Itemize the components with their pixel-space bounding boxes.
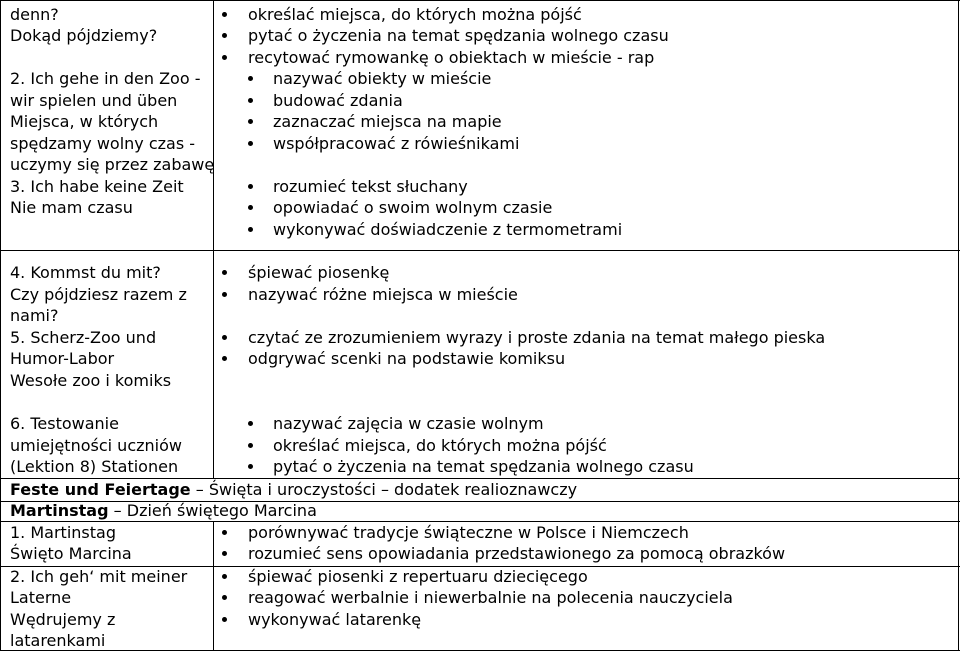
bullet-icon <box>222 617 227 622</box>
bullet-icon <box>248 205 253 210</box>
section-heading-text: Święta i uroczystości <box>208 480 376 499</box>
section-dash: – <box>195 480 204 499</box>
cell-line: Wędrujemy z <box>10 610 116 629</box>
objective-item: opowiadać o swoim wolnym czasie <box>248 197 552 219</box>
bullet-icon <box>248 421 253 426</box>
cell-line: Nie mam czasu <box>10 198 133 217</box>
row-divider <box>0 250 960 251</box>
objective-item: rozumieć tekst słuchany <box>248 176 468 198</box>
bullet-icon <box>222 356 227 361</box>
objective-item: wykonywać doświadczenie z termometrami <box>248 219 622 241</box>
objective-item: określać miejsca, do których można pójść <box>248 435 607 457</box>
table-border-top <box>0 0 960 1</box>
section-heading-feste <box>10 479 577 501</box>
bullet-icon <box>248 98 253 103</box>
objective-item: zaznaczać miejsca na mapie <box>248 111 502 133</box>
cell-line: Humor-Labor <box>10 349 115 368</box>
section-heading-bold: Martinstag <box>10 501 109 520</box>
bullet-icon <box>248 119 253 124</box>
bullet-icon <box>248 464 253 469</box>
cell-line: Dokąd pójdziemy? <box>10 26 158 45</box>
cell-line: Święto Marcina <box>10 544 132 563</box>
objective-item: śpiewać piosenki z repertuaru dziecięcego <box>222 566 588 588</box>
cell-line: (Lektion 8) Stationen <box>10 457 179 476</box>
bullet-icon <box>248 227 253 232</box>
objective-item: nazywać różne miejsca w mieście <box>222 284 518 306</box>
objective-item: pytać o życzenia na temat spędzania wolnego czasu <box>248 456 694 478</box>
bullet-icon <box>222 574 227 579</box>
cell-line: denn? <box>10 5 59 24</box>
column-divider <box>0 0 1 651</box>
cell-line: wir spielen und üben <box>10 91 178 110</box>
cell-line: 2. Ich geh‘ mit meiner <box>10 567 188 586</box>
section-dash: – <box>113 501 122 520</box>
cell-line: uczymy się przez zabawę <box>10 155 215 174</box>
objective-item: rozumieć sens opowiadania przedstawionego za pomocą obrazków <box>222 543 785 565</box>
section-dash: – <box>380 480 389 499</box>
bullet-icon <box>222 335 227 340</box>
objective-item: nazywać obiekty w mieście <box>248 68 491 90</box>
bullet-icon <box>222 551 227 556</box>
bullet-icon <box>222 55 227 60</box>
cell-line: 3. Ich habe keine Zeit <box>10 177 184 196</box>
cell-line: 6. Testowanie <box>10 414 119 433</box>
bullet-icon <box>248 76 253 81</box>
cell-line: Miejsca, w których <box>10 112 159 131</box>
bullet-icon <box>222 270 227 275</box>
objective-item: porównywać tradycje świąteczne w Polsce i Niemczech <box>222 522 689 544</box>
column-divider <box>213 521 214 651</box>
bullet-icon <box>222 530 227 535</box>
cell-line: umiejętności uczniów <box>10 436 182 455</box>
section-heading-martinstag <box>10 500 317 522</box>
cell-line: nami? <box>10 306 59 325</box>
table-border-bottom <box>0 650 960 651</box>
cell-line: spędzamy wolny czas - <box>10 134 196 153</box>
bullet-icon <box>248 184 253 189</box>
cell-line: 2. Ich gehe in den Zoo - <box>10 69 201 88</box>
bullet-icon <box>248 141 253 146</box>
bullet-icon <box>222 12 227 17</box>
objective-item: śpiewać piosenkę <box>222 262 389 284</box>
cell-line: 5. Scherz-Zoo und <box>10 328 157 347</box>
objective-item: współpracować z rówieśnikami <box>248 133 519 155</box>
column-divider <box>213 0 214 478</box>
objective-item: budować zdania <box>248 90 403 112</box>
cell-line: Wesołe zoo i komiks <box>10 371 172 390</box>
objective-item: wykonywać latarenkę <box>222 609 421 631</box>
objective-item: pytać o życzenia na temat spędzania wolnego czasu <box>222 25 669 47</box>
bullet-icon <box>222 292 227 297</box>
section-heading-bold: Feste und Feiertage <box>10 480 191 499</box>
section-heading-text: Dzień świętego Marcina <box>126 501 317 520</box>
bullet-icon <box>222 33 227 38</box>
cell-line: Czy pójdziesz razem z <box>10 285 187 304</box>
objective-item: reagować werbalnie i niewerbalnie na polecenia nauczyciela <box>222 587 733 609</box>
bullet-icon <box>222 595 227 600</box>
section-heading-text: dodatek realioznawczy <box>394 480 578 499</box>
objective-item: nazywać zajęcia w czasie wolnym <box>248 413 544 435</box>
objective-item: określać miejsca, do których można pójść <box>222 4 582 26</box>
objective-item: odgrywać scenki na podstawie komiksu <box>222 348 565 370</box>
objective-item: recytować rymowankę o obiektach w mieście - rap <box>222 47 654 69</box>
bullet-icon <box>248 443 253 448</box>
objective-item: czytać ze zrozumieniem wyrazy i proste zdania na temat małego pieska <box>222 327 825 349</box>
cell-line: Laterne <box>10 588 72 607</box>
cell-line: 1. Martinstag <box>10 523 116 542</box>
cell-line: 4. Kommst du mit? <box>10 263 161 282</box>
column-divider <box>958 0 959 651</box>
cell-line: latarenkami <box>10 631 106 650</box>
